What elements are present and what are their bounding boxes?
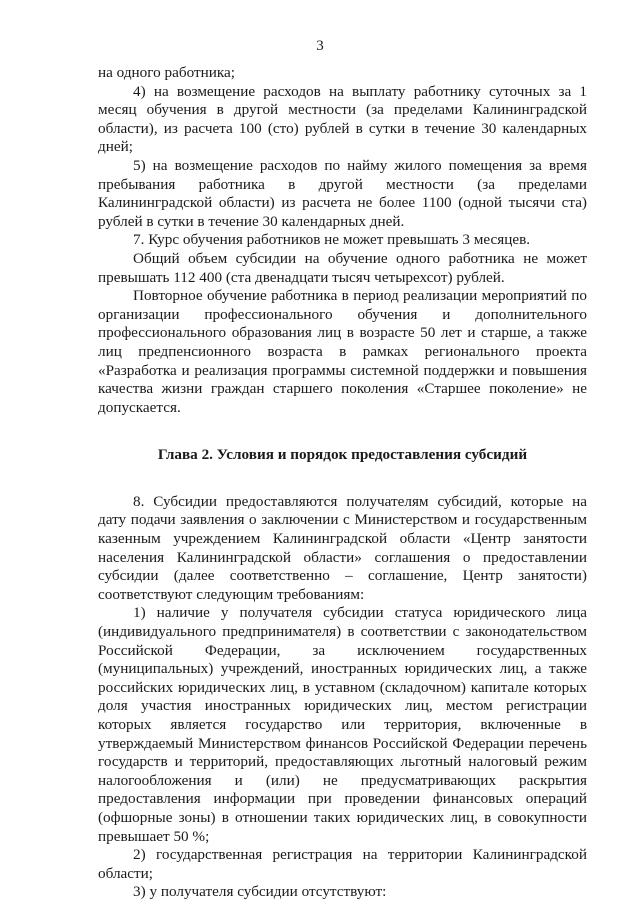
document-body (98, 64, 587, 902)
list-item: 2) государственная регистрация на территории Калининградской области; (98, 846, 587, 882)
page-number: 3 (316, 38, 324, 54)
paragraph: 8. Субсидии предоставляются получателям субсидий, которые на дату подачи заявления о заключении с Министерством и государственным казенным учреждением Калининградской области «Центр занятости населения Калининградской области» соглашения о предоставлении субсидии (далее соответственно – соглашение, Центр занятости) соответствуют следующим требованиям: (98, 492, 587, 603)
paragraph: 7. Курс обучения работников не может превышать 3 месяцев. (133, 231, 531, 249)
list-item: 5) на возмещение расходов по найму жилого помещения за время пребывания работника в другой местности (за пределами Калининградской области) из расчета не более 1100 (одной тысячи ста) рублей в сутки в течение 30 календарных дней. (98, 156, 587, 230)
list-item: 3) у получателя субсидии отсутствуют: (133, 883, 387, 901)
paragraph: на одного работника; (98, 64, 235, 81)
list-item: 4) на возмещение расходов на выплату работнику суточных за 1 месяц обучения в другой местности (за пределами Калининградской области), из расчета 100 (сто) рублей в сутки в течение 30 календарных дней; (98, 82, 587, 156)
paragraph: Общий объем субсидии на обучение одного работника не может превышать 112 400 (ста двенадцати тысяч четырехсот) рублей. (98, 249, 587, 286)
chapter-heading: Глава 2. Условия и порядок предоставления субсидий (157, 446, 528, 464)
paragraph: Повторное обучение работника в период реализации мероприятий по организации профессионального обучения и дополнительного профессионального образования лиц в возрасте 50 лет и старше, а также лиц предпенсионного возраста в рамках регионального проекта «Разработка и реализация программы системной поддержки и повышения качества жизни граждан старшего поколения «Старшее поколение» не допускается. (98, 287, 587, 416)
list-item: 1) наличие у получателя субсидии статуса юридического лица (индивидуального предпринимателя) в соответствии с законодательством Российской Федерации, за исключением государственных (муниципальных) учреждений, иностранных юридических лиц, а также российских юридических лиц, в уставном (складочном) капитале которых доля участия иностранных юридических лиц, местом регистрации которых является государство или территория, включенные в утверждаемый Министерством финансов Российской Федерации перечень государств и территорий, предоставляющих льготный налоговый режим налогообложения и (или) не предусматривающих раскрытия предоставления информации при проведении финансовых операций (офшорные зоны) в отношении таких юридических лиц, в совокупности превышает 50 %; (98, 604, 587, 845)
